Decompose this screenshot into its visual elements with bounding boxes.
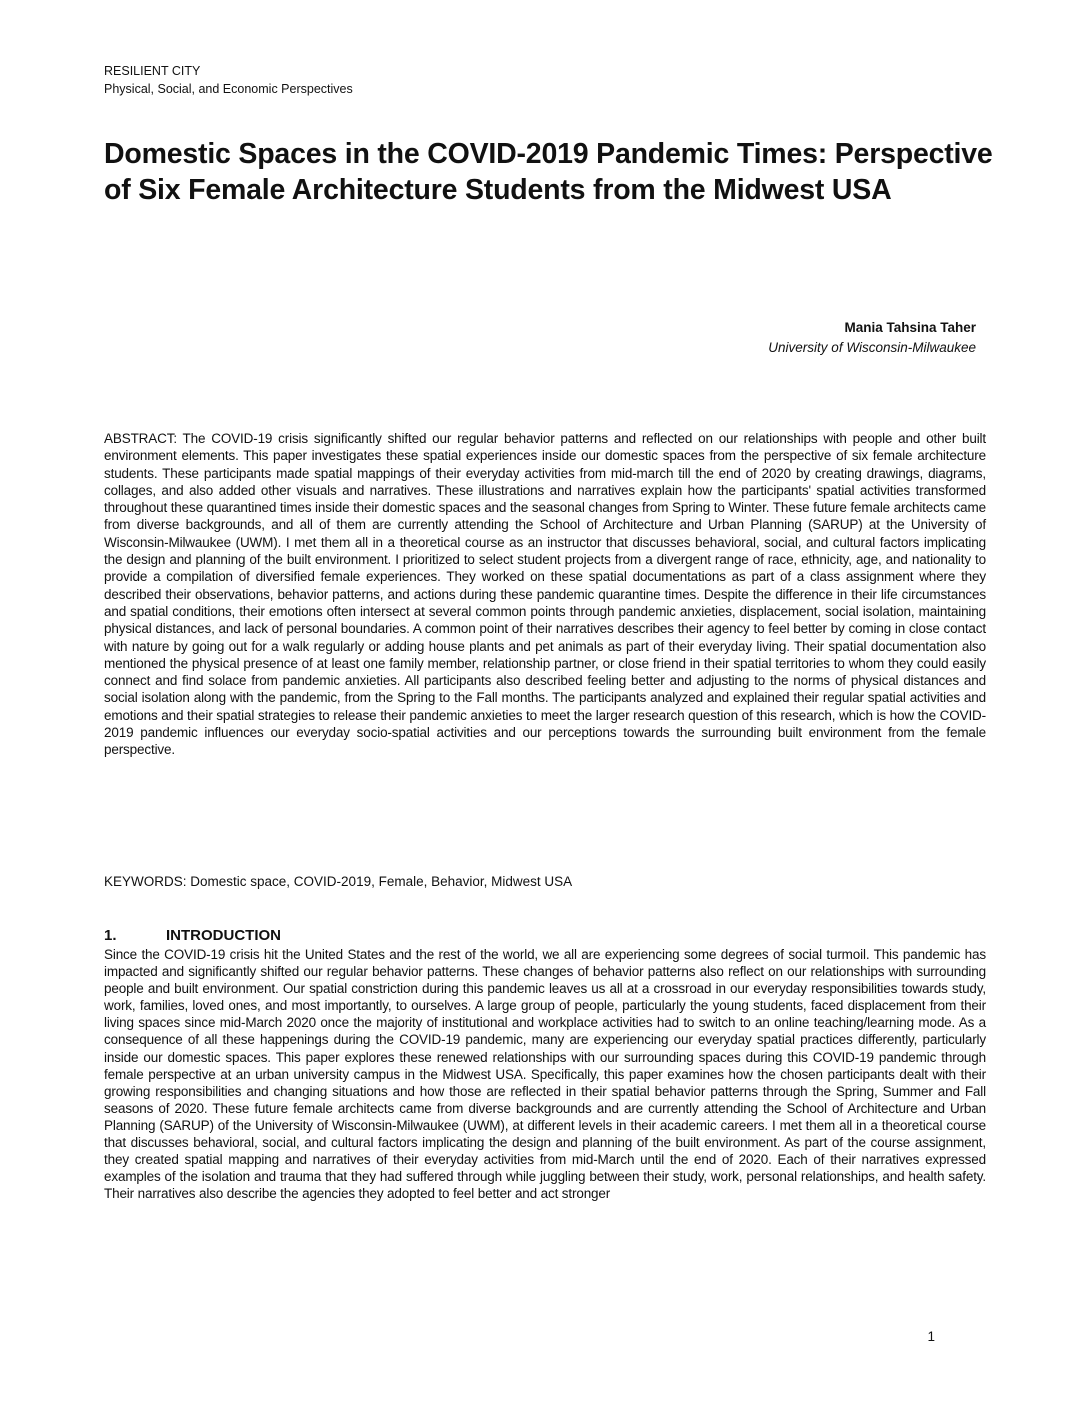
section-title: INTRODUCTION: [166, 927, 281, 944]
keywords: KEYWORDS: Domestic space, COVID-2019, Female, Behavior, Midwest USA: [104, 874, 573, 889]
section-number: 1.: [104, 927, 117, 944]
introduction-paragraph: Since the COVID-19 crisis hit the United States and the rest of the world, we all are experiencing some degrees of social turmoil. This pandemic has impacted and significantly shifted our regular behavior patterns. These changes of behavior patterns also reflect on our relationships with surrounding people and built environment. Our spatial constriction during this pandemic leaves us all at a crossroad in our everyday responsibilities towards study, work, families, loved ones, and most importantly, to ourselves. A large group of people, particularly the young students, faced displacement from their living spaces since mid-March 2020 once the majority of institutional and workplace activities had to switch to an online teaching/learning mode. As a consequence of all these happenings during the COVID-19 pandemic, many are experiencing our everyday spatial practices differently, particularly inside our domestic spaces. This paper explores these renewed relationships with our surrounding spaces during this COVID-19 pandemic through female perspective at an urban university campus in the Midwest USA. Specifically, this paper examines how the chosen participants dealt with their growing responsibilities and changing situations and how those are reflected in their spatial behavior patterns through the Spring, Summer and Fall seasons of 2020. These future female architects came from diverse backgrounds and are currently attending the School of Architecture and Urban Planning (SARUP) of the University of Wisconsin-Milwaukee (UWM), at different levels in their academic careers. I met them all in a theoretical course that discusses behavioral, social, and cultural factors implicating the design and planning of the built environment. As part of the course assignment, they created spatial mapping and narratives of their everyday activities from mid-March until the end of 2020. Each of their narratives expressed examples of the isolation and trauma that they had suffered through while juggling between their study, work, personal relationships, and health safety. Their narratives also describe the agencies they adopted to feel better and act stronger: [104, 947, 986, 1202]
author-name: Mania Tahsina Taher: [844, 320, 976, 335]
section-heading: [104, 927, 281, 944]
page-number: 1: [927, 1329, 935, 1344]
journal-title: RESILIENT CITY: [104, 64, 201, 78]
paper-title: Domestic Spaces in the COVID-2019 Pandemic Times: Perspective of Six Female Architecture Students from the Midwest USA: [104, 138, 993, 206]
journal-subtitle: Physical, Social, and Economic Perspectives: [104, 82, 353, 96]
author-affiliation: University of Wisconsin-Milwaukee: [768, 340, 976, 355]
abstract: ABSTRACT: The COVID-19 crisis significantly shifted our regular behavior patterns and reflected on our relationships with people and other built environment elements. This paper investigates these spatial experiences inside our domestic spaces from the perspective of six female architecture students. These participants made spatial mappings of their everyday activities from mid-march till the end of 2020 by creating drawings, diagrams, collages, and also added other visuals and narratives. These illustrations and narratives explain how the participants' spatial activities transformed throughout these quarantined times inside their domestic spaces and the seasonal changes from Spring to Winter. These future female architects came from diverse backgrounds, and all of them are currently attending the School of Architecture and Urban Planning (SARUP) at the University of Wisconsin-Milwaukee (UWM). I met them all in a theoretical course as an instructor that discusses behavioral, social, and cultural factors implicating the design and planning of the built environment. I prioritized to select student projects from a divergent range of race, ethnicity, age, and nationality to provide a compilation of diversified female experiences. They worked on these spatial documentations as part of a class assignment where they described their observations, behavior patterns, and actions during these pandemic quarantine times. Despite the difference in their life circumstances and spatial conditions, their emotions often intersect at several common points through pandemic anxieties, displacement, social isolation, maintaining physical distances, and lack of personal boundaries. A common point of their narratives describes their agency to feel better by coming in close contact with nature by going out for a walk regularly or adding house plants and pet animals as part of their everyday living. Their spatial documentation also mentioned the physical presence of at least one family member, relationship partner, or close friend in their spatial territories to whom they could easily connect and find solace from pandemic anxieties. All participants also described feeling better and adjusting to the norms of physical distances and social isolation along with the pandemic, from the Spring to the Fall months. The participants analyzed and explained their regular spatial activities and emotions and their spatial strategies to release their pandemic anxieties to meet the larger research question of this research, which is how the COVID-2019 pandemic influences our everyday socio-spatial activities and our perceptions towards the surrounding built environment from the female perspective.: [104, 431, 986, 758]
author-block: [768, 318, 976, 358]
running-header: [104, 62, 353, 98]
